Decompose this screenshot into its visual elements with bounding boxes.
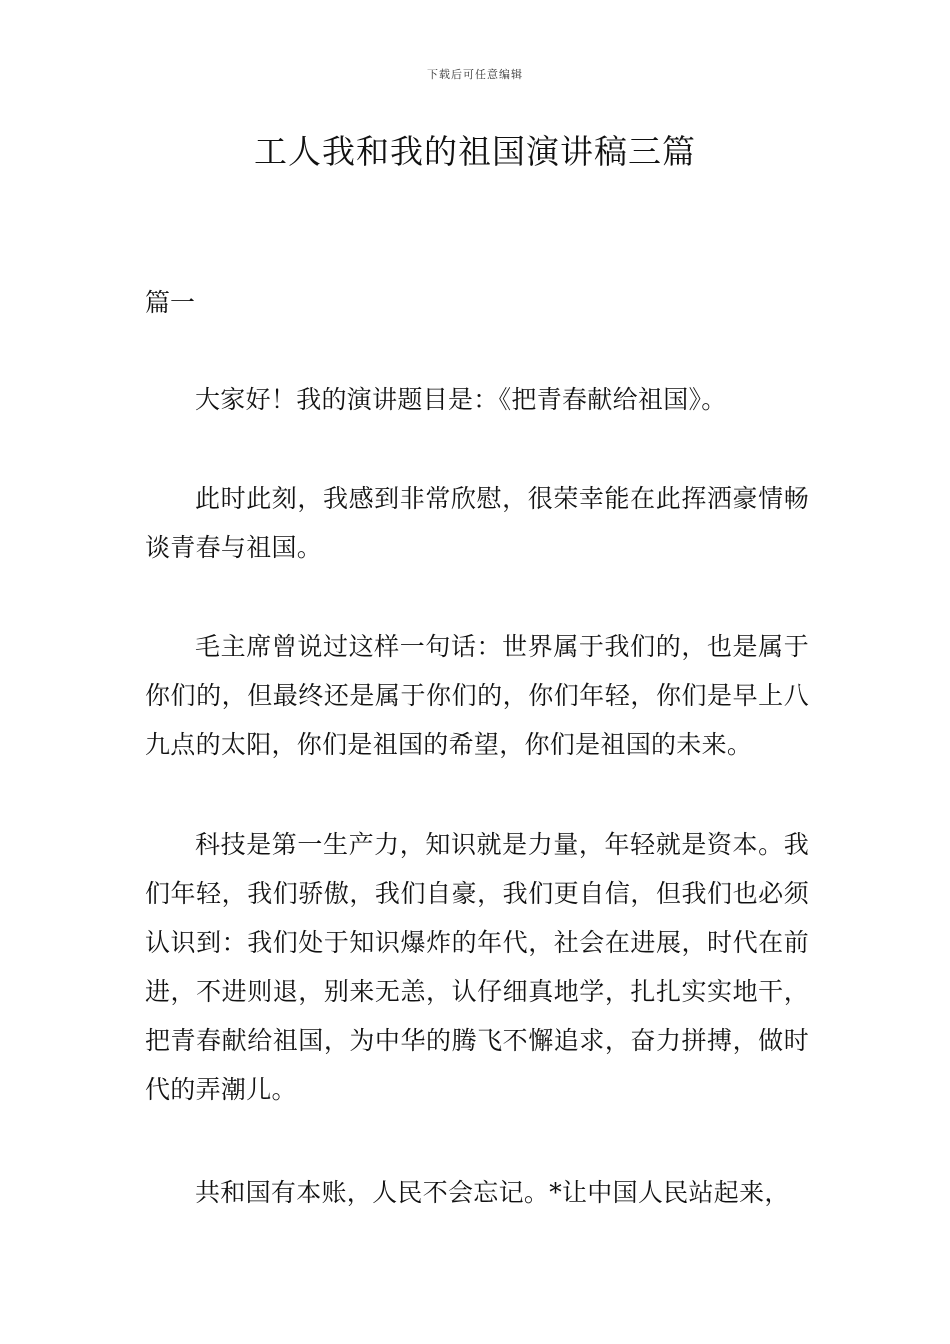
paragraph-2: 此时此刻，我感到非常欣慰，很荣幸能在此挥洒豪情畅谈青春与祖国。 — [145, 484, 809, 562]
paragraph-4: 科技是第一生产力，知识就是力量，年轻就是资本。我们年轻，我们骄傲，我们自豪，我们更自信，但我们也必须认识到：我们处于知识爆炸的年代，社会在进展，时代在前进，不进则退，别来无恙，认仔细真地学，扎扎实实地干，把青春献给祖国，为中华的腾飞不懈追求，奋力拼搏，做时代的弄潮儿。 — [145, 830, 809, 1104]
paragraph-5: 共和国有本账，人民不会忘记。*让中国人民站起来， — [195, 1178, 790, 1207]
header-note: 下载后可任意编辑 — [427, 68, 523, 81]
document-title: 工人我和我的祖国演讲稿三篇 — [254, 132, 696, 171]
paragraph-3: 毛主席曾说过这样一句话：世界属于我们的，也是属于你们的，但最终还是属于你们的，你们年轻，你们是早上八九点的太阳，你们是祖国的希望，你们是祖国的未来。 — [145, 632, 809, 759]
paragraph-1: 大家好！我的演讲题目是：《把青春献给祖国》。 — [195, 385, 727, 414]
section-label: 篇一 — [145, 288, 196, 317]
